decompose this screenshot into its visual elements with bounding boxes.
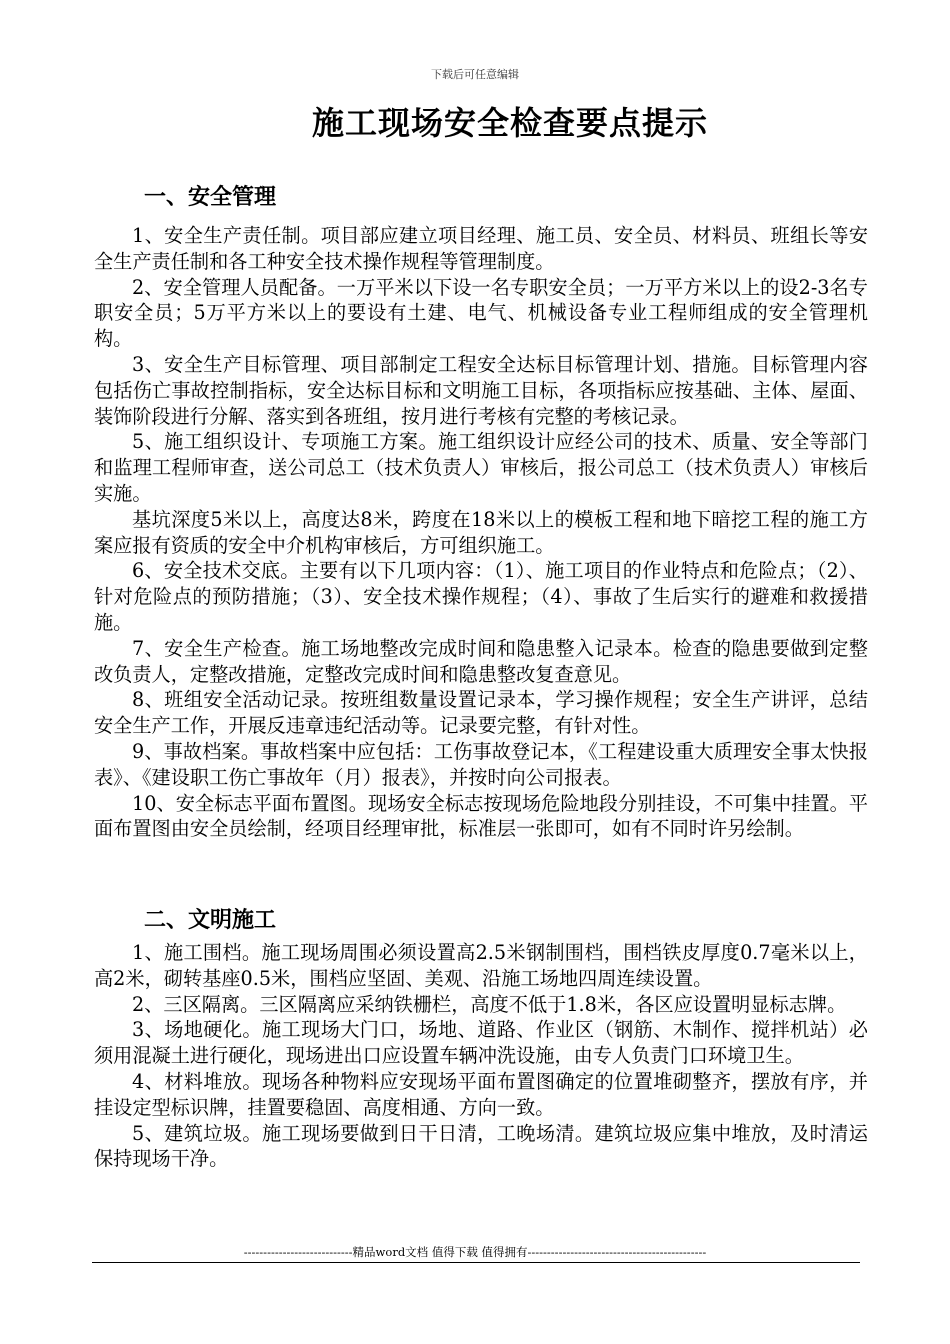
section-body-civilized-construction bbox=[94, 940, 868, 1172]
paragraph: 2、三区隔离。三区隔离应采纳铁栅栏，高度不低于1.8米，各区应设置明显标志牌。 bbox=[132, 992, 847, 1016]
paragraph: 9、事故档案。事故档案中应包括：工伤事故登记本，《工程建设重大质理安全事太快报表》、《建设职工伤亡事故年（月）报表》，并按时向公司报表。 bbox=[94, 739, 868, 789]
header-note: 下载后可任意编辑 bbox=[431, 68, 519, 81]
section-body-safety-management bbox=[94, 223, 868, 842]
paragraph: 2、安全管理人员配备。一万平米以下设一名专职安全员；一万平方米以上的设2-3名专职安全员；5万平方米以上的要设有土建、电气、机械设备专业工程师组成的安全管理机构。 bbox=[94, 275, 868, 351]
paragraph: 7、安全生产检查。施工场地整改完成时间和隐患整入记录本。检查的隐患要做到定整改负责人，定整改措施，定整改完成时间和隐患整改复查意见。 bbox=[94, 636, 868, 686]
paragraph: 基坑深度5米以上，高度达8米，跨度在18米以上的模板工程和地下暗挖工程的施工方案应报有资质的安全中介机构审核后，方可组织施工。 bbox=[94, 507, 868, 557]
paragraph: 4、材料堆放。现场各种物料应安现场平面布置图确定的位置堆砌整齐，摆放有序，并挂设定型标识牌，挂置要稳固、高度相通、方向一致。 bbox=[94, 1069, 868, 1119]
paragraph: 1、安全生产责任制。项目部应建立项目经理、施工员、安全员、材料员、班组长等安全生产责任制和各工种安全技术操作规程等管理制度。 bbox=[94, 224, 868, 273]
paragraph: 1、施工围档。施工现场周围必须设置高2.5米钢制围档，围档铁皮厚度0.7毫米以上，高2米，砌转基座0.5米，围档应坚固、美观、沿施工场地四周连续设置。 bbox=[94, 941, 868, 990]
paragraph: 8、班组安全活动记录。按班组数量设置记录本，学习操作规程；安全生产讲评，总结安全生产工作，开展反违章违纪活动等。记录要完整，有针对性。 bbox=[94, 688, 868, 738]
paragraph: 6、安全技术交底。主要有以下几项内容：（1）、施工项目的作业特点和危险点；（2）、针对危险点的预防措施；（3）、安全技术操作规程；（4）、事故了生后实行的避难和救援措施。 bbox=[94, 559, 868, 634]
section-heading-civilized-construction: 二、文明施工 bbox=[144, 908, 277, 933]
footer-text: ----------------------------精品word文档 值得下载 值得拥有---------------------------------------------- bbox=[243, 1245, 707, 1259]
paragraph: 5、建筑垃圾。施工现场要做到日干日清，工晚场清。建筑垃圾应集中堆放，及时清运保持现场干净。 bbox=[94, 1121, 868, 1171]
section-heading-safety-management: 一、安全管理 bbox=[144, 185, 277, 210]
paragraph: 10、安全标志平面布置图。现场安全标志按现场危险地段分别挂设，不可集中挂置。平面布置图由安全员绘制，经项目经理审批，标准层一张即可，如有不同时许另绘制。 bbox=[94, 791, 868, 841]
paragraph: 5、施工组织设计、专项施工方案。施工组织设计应经公司的技术、质量、安全等部门和监理工程师审查，送公司总工（技术负责人）审核后，报公司总工（技术负责人）审核后实施。 bbox=[94, 430, 868, 505]
footer-divider bbox=[92, 1262, 860, 1263]
document-title: 施工现场安全检查要点提示 bbox=[311, 104, 708, 142]
paragraph: 3、安全生产目标管理、项目部制定工程安全达标目标管理计划、措施。目标管理内容包括伤亡事故控制指标，安全达标目标和文明施工目标，各项指标应按基础、主体、屋面、装饰阶段进行分解、落实到各班组，按月进行考核有完整的考核记录。 bbox=[94, 352, 868, 428]
paragraph: 3、场地硬化。施工现场大门口，场地、道路、作业区（钢筋、木制作、搅拌机站）必须用混凝土进行硬化，现场进出口应设置车辆冲洗设施，由专人负责门口环境卫生。 bbox=[94, 1018, 868, 1068]
